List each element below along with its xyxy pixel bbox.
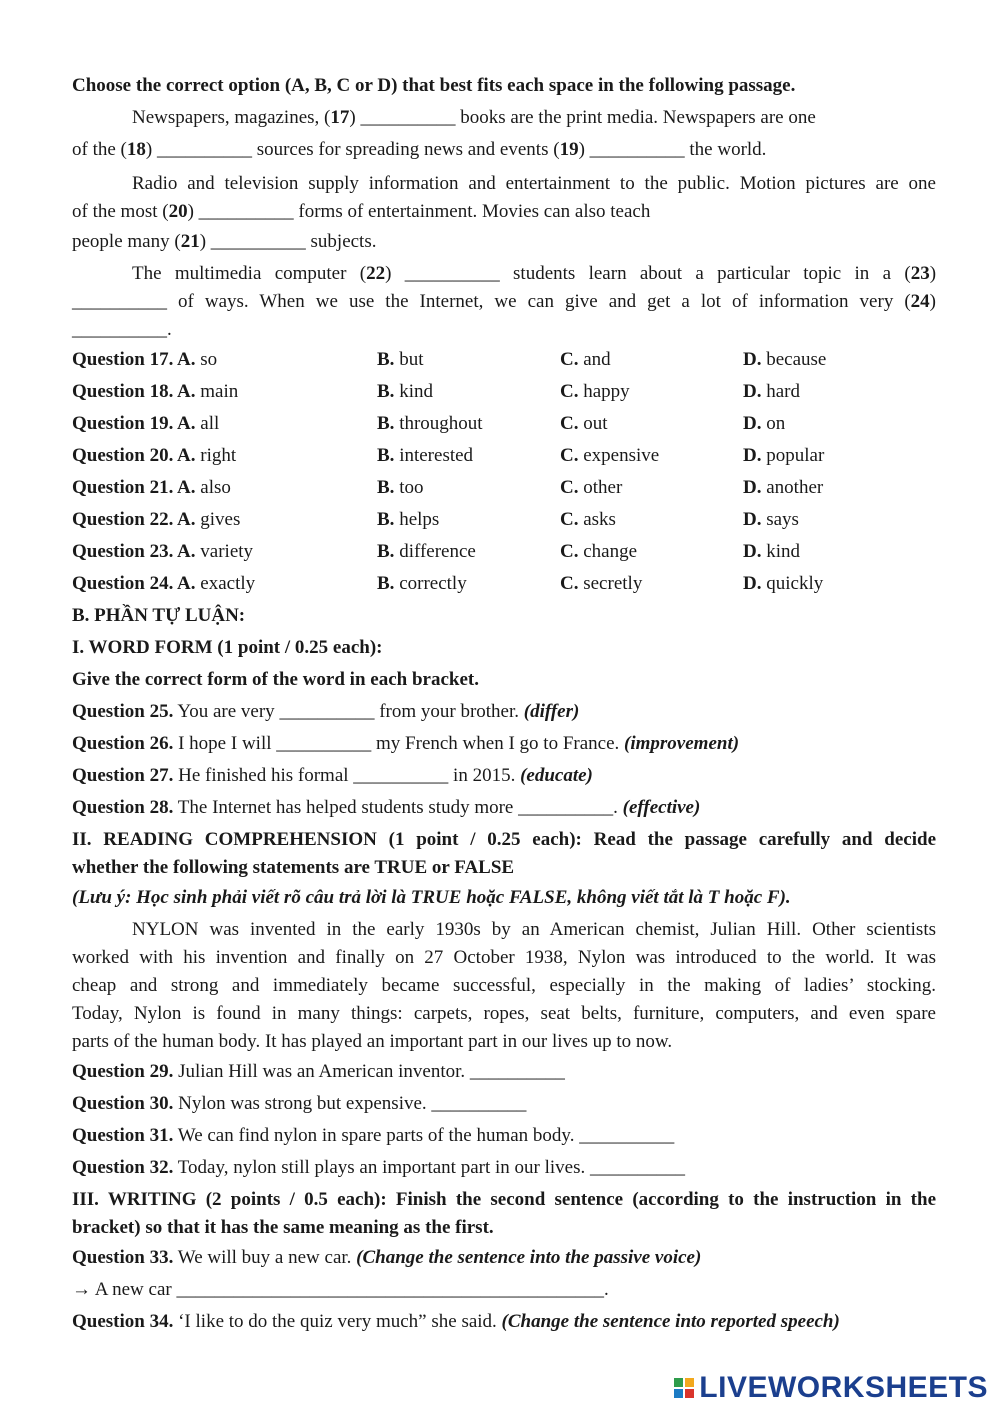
word-form-question: Question 26. I hope I will __________ my French when I go to France. (improvement)	[72, 728, 936, 760]
mc-question-row	[72, 344, 936, 376]
option-b[interactable]: B. too	[377, 477, 424, 498]
word-form-list	[72, 696, 936, 824]
reading-heading: whether the following statements are TRUE or FALSE	[72, 857, 515, 878]
option-c[interactable]: C. happy	[560, 381, 630, 402]
passage-line: of the most (20) __________ forms of entertainment. Movies can also teach	[72, 201, 651, 222]
liveworksheets-logo-icon	[673, 1377, 695, 1399]
reading-passage-line: Today, Nylon is found in many things: carpets, ropes, seat belts, furniture, computers, and even spare	[72, 1003, 936, 1024]
word-form-heading: I. WORD FORM (1 point / 0.25 each):	[72, 637, 383, 658]
worksheet-page	[72, 70, 936, 1338]
reading-passage-line: cheap and strong and immediately became successful, especially in the making of ladies’ stocking.	[72, 975, 936, 996]
instruction-heading: Choose the correct option (A, B, C or D) that best fits each space in the following passage.	[72, 75, 796, 96]
option-a[interactable]: Question 23. A. variety	[72, 541, 254, 562]
reading-note: (Lưu ý: Học sinh phải viết rõ câu trả lời là TRUE hoặc FALSE, không viết tắt là T hoặc F).	[72, 887, 791, 908]
answer-blank[interactable]: __________.	[518, 797, 618, 818]
passage-line: __________.	[72, 319, 172, 340]
option-c[interactable]: C. asks	[560, 509, 616, 530]
option-d[interactable]: D. kind	[743, 541, 801, 562]
word-form-question: Question 28. The Internet has helped students study more __________. (effective)	[72, 792, 936, 824]
mc-question-row	[72, 568, 936, 600]
answer-blank[interactable]: __________	[469, 1061, 565, 1082]
option-a[interactable]: Question 22. A. gives	[72, 509, 241, 530]
section-heading: B. PHẦN TỰ LUẬN:	[72, 605, 246, 626]
liveworksheets-brand: LIVEWORKSHEETS	[699, 1371, 988, 1404]
question-33: Question 33. We will buy a new car. (Change the sentence into the passive voice)	[72, 1247, 702, 1268]
word-form-instruction: Give the correct form of the word in each bracket.	[72, 669, 479, 690]
option-b[interactable]: B. but	[377, 349, 424, 370]
multiple-choice-list	[72, 344, 936, 600]
option-c[interactable]: C. other	[560, 477, 623, 498]
footer-logo	[673, 1370, 988, 1406]
answer-blank[interactable]: __________	[431, 1093, 527, 1114]
option-d[interactable]: D. popular	[743, 445, 825, 466]
mc-question-row	[72, 440, 936, 472]
reading-passage	[72, 916, 936, 1056]
option-b[interactable]: B. interested	[377, 445, 474, 466]
reading-heading: II. READING COMPREHENSION (1 point / 0.25 each): Read the passage carefully and decide	[72, 829, 936, 850]
passage-line: of the (18) __________ sources for spreading news and events (19) __________ the world.	[72, 139, 767, 160]
mc-question-row	[72, 472, 936, 504]
passage-line: Radio and television supply information and entertainment to the public. Motion pictures are one	[132, 173, 936, 194]
true-false-question: Question 32. Today, nylon still plays an important part in our lives. __________	[72, 1152, 936, 1184]
option-c[interactable]: C. secretly	[560, 573, 643, 594]
word-form-question: Question 27. He finished his formal __________ in 2015. (educate)	[72, 760, 936, 792]
option-d[interactable]: D. on	[743, 413, 786, 434]
true-false-question: Question 31. We can find nylon in spare parts of the human body. __________	[72, 1120, 936, 1152]
option-d[interactable]: D. quickly	[743, 573, 824, 594]
option-c[interactable]: C. expensive	[560, 445, 660, 466]
mc-question-row	[72, 504, 936, 536]
true-false-question: Question 30. Nylon was strong but expensive. __________	[72, 1088, 936, 1120]
answer-blank[interactable]: __________	[279, 701, 375, 722]
answer-blank[interactable]: _____________________________________________.	[176, 1279, 609, 1300]
option-a[interactable]: Question 21. A. also	[72, 477, 231, 498]
passage-line: The multimedia computer (22) __________ students learn about a particular topic in a (23)	[132, 263, 937, 284]
answer-blank[interactable]: __________	[579, 1125, 675, 1146]
option-a[interactable]: Question 17. A. so	[72, 349, 218, 370]
passage-line: Newspapers, magazines, (17) __________ books are the print media. Newspapers are one	[132, 107, 816, 128]
mc-question-row	[72, 536, 936, 568]
option-b[interactable]: B. helps	[377, 509, 440, 530]
reading-passage-line: worked with his invention and finally on 27 October 1938, Nylon was introduced to the world. It was	[72, 947, 936, 968]
option-a[interactable]: Question 20. A. right	[72, 445, 237, 466]
reading-passage-line: parts of the human body. It has played an important part in our lives up to now.	[72, 1031, 673, 1052]
answer-blank[interactable]: __________	[276, 733, 372, 754]
true-false-question: Question 29. Julian Hill was an American inventor. __________	[72, 1056, 936, 1088]
option-b[interactable]: B. correctly	[377, 573, 467, 594]
option-a[interactable]: Question 19. A. all	[72, 413, 220, 434]
reading-question-list	[72, 1056, 936, 1184]
option-d[interactable]: D. hard	[743, 381, 800, 402]
question-33-answer: → A new car _____________________________________________.	[72, 1274, 936, 1306]
option-b[interactable]: B. kind	[377, 381, 433, 402]
answer-blank[interactable]: __________	[590, 1157, 685, 1178]
writing-heading: bracket) so that it has the same meaning as the first.	[72, 1217, 494, 1238]
option-b[interactable]: B. throughout	[377, 413, 483, 434]
option-b[interactable]: B. difference	[377, 541, 476, 562]
passage-line: people many (21) __________ subjects.	[72, 231, 377, 252]
mc-question-row	[72, 376, 936, 408]
option-a[interactable]: Question 18. A. main	[72, 381, 239, 402]
option-d[interactable]: D. another	[743, 477, 824, 498]
option-d[interactable]: D. says	[743, 509, 799, 530]
answer-blank[interactable]: __________	[353, 765, 449, 786]
option-a[interactable]: Question 24. A. exactly	[72, 573, 256, 594]
option-c[interactable]: C. change	[560, 541, 638, 562]
option-c[interactable]: C. out	[560, 413, 608, 434]
option-c[interactable]: C. and	[560, 349, 611, 370]
passage-line: __________ of ways. When we use the Internet, we can give and get a lot of information very (24)	[72, 291, 936, 312]
word-form-question: Question 25. You are very __________ from your brother. (differ)	[72, 696, 936, 728]
mc-question-row	[72, 408, 936, 440]
option-d[interactable]: D. because	[743, 349, 827, 370]
question-34: Question 34. ‘I like to do the quiz very much” she said. (Change the sentence into reported speech)	[72, 1311, 840, 1332]
reading-passage-line: NYLON was invented in the early 1930s by an American chemist, Julian Hill. Other scientists	[132, 919, 936, 940]
writing-heading: III. WRITING (2 points / 0.5 each): Finish the second sentence (according to the instruction in the	[72, 1189, 936, 1210]
